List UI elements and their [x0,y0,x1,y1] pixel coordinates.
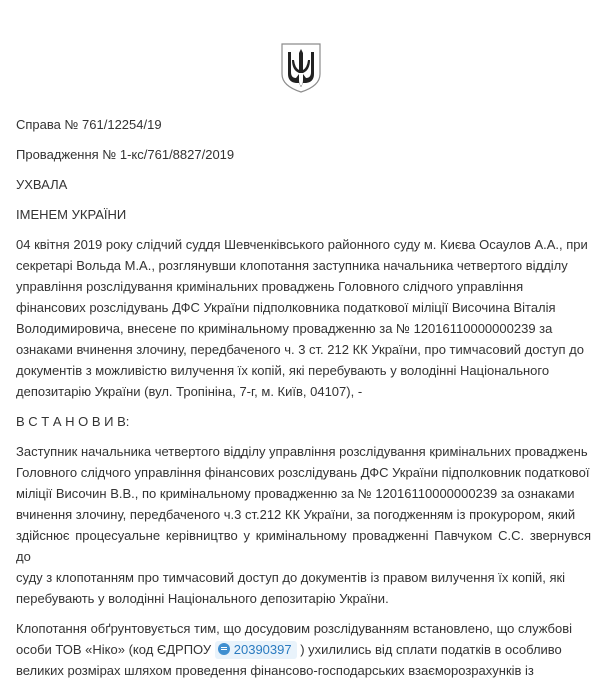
proceeding-number: Провадження № 1-кс/761/8827/2019 [16,147,235,162]
intro-line: секретарі Вольда М.А., розглянувши клопотання заступника начальника четвертого відділу [16,258,568,273]
emblem-area [16,0,591,92]
edrpou-code: 20390397 [233,642,292,657]
established-line: Заступник начальника четвертого відділу управління розслідування кримінальних проваджень [16,444,588,459]
intro-line: Володимировича, внесене по кримінальному провадженню за № 12016110000000239 за [16,321,553,336]
petition-line: великих розмірах шляхом проведення фінансово-господарських взаєморозрахунків із [16,663,534,678]
case-number: Справа № 761/12254/19 [16,117,162,132]
court-document [16,0,591,681]
intro-line: документів з можливістю вилучення їх копій, які перебувають у володінні Національного [16,363,550,378]
intro-line: 04 квітня 2019 року слідчий суддя Шевченківського районного суду м. Києва Осаулов А.А., при [16,237,588,252]
in-the-name-line: ІМЕНЕМ УКРАЇНИ [16,207,127,222]
petition-text: особи ТОВ «Ніко» (код ЄДРПОУ [16,642,212,657]
registry-icon [218,643,230,655]
document-title: УХВАЛА [16,177,68,192]
established-paragraph [16,441,591,609]
intro-line: депозитарію України (вул. Тропініна, 7-г, м. Київ, 04107), - [16,384,363,399]
established-line: Головного слідчого управління фінансових розслідувань ДФС України підполковник податкової [16,465,590,480]
intro-paragraph [16,234,591,402]
intro-line: фінансових розслідувань ДФС України підполковника податкової міліції Височина Віталія [16,300,556,315]
intro-line: ознаками вчинення злочину, передбаченого ч. 3 ст. 212 КК України, про тимчасовий доступ до [16,342,585,357]
petition-line-with-code [16,639,591,660]
petition-text: ) ухилились від сплати податків в особливо [300,642,562,657]
intro-line: управління розслідування кримінальних проваджень Головного слідчого управління [16,279,524,294]
trident-icon [274,40,328,94]
established-line: міліції Височин В.В., по кримінальному провадженню за № 12016110000000239 за ознаками [16,486,575,501]
established-line: перебувають у володінні Національного депозитарію України. [16,591,389,606]
petition-line: Клопотання обґрунтовується тим, що досудовим розслідуванням встановлено, що службові [16,621,573,636]
established-line: здійснює процесуальне керівництво у кримінальному провадженні Павчуком С.С. звернувся до [16,528,591,564]
edrpou-code-link[interactable] [215,641,297,659]
petition-paragraph [16,618,591,681]
established-heading: В С Т А Н О В И В: [16,414,130,429]
established-line: вчинення злочину, передбаченого ч.3 ст.212 КК України, за погодженням із прокурором, який [16,507,576,522]
established-line: суду з клопотанням про тимчасовий доступ до документів із правом вилучення їх копій, які [16,570,566,585]
